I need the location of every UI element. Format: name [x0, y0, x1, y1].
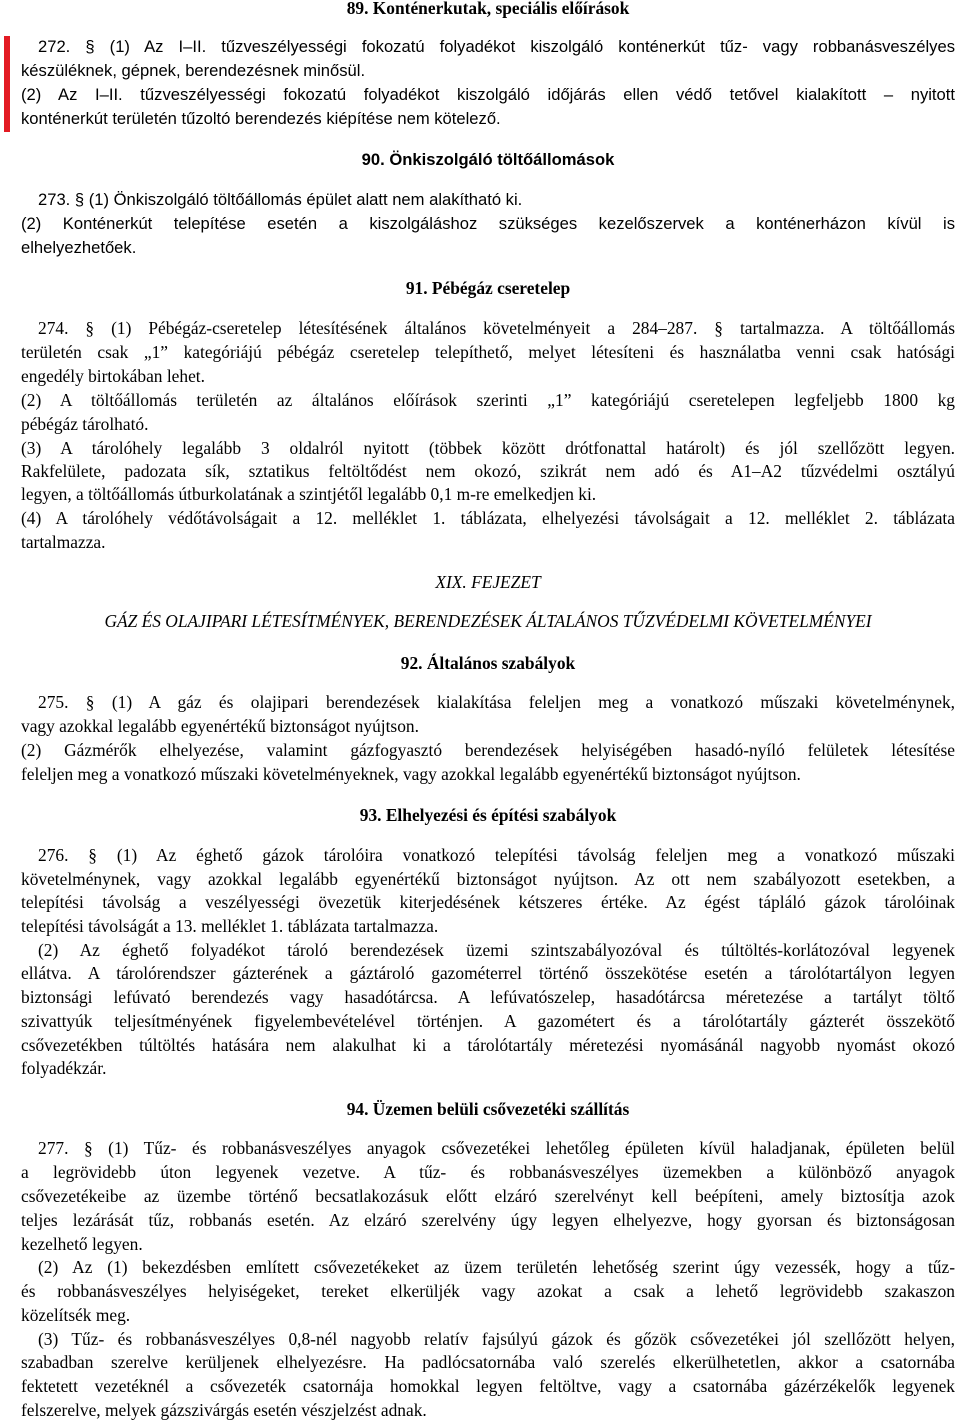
paragraph-277-line-9: (3) Tűz- és robbanásveszélyes 0,8-nél nagyobb relatív fajsúlyú gázok és gőzök csővezetékei jól szellőzött helyen, [38, 1329, 955, 1349]
paragraph-274-line-2: területén csak „1” kategóriájú pébégáz cseretelep telepíthető, melyet létesíteni és használatba venni csak hatósági [21, 342, 955, 362]
paragraph-277-line-4: teljes lezárását tűz, robbanás esetén. Az elzáró szerelvény úgy legyen elhelyezve, hogy gyorsan és biztonságosan [21, 1210, 955, 1230]
paragraph-272-2-line-2: konténerkút területén tűzoltó berendezés kiépítése nem kötelező. [21, 109, 501, 128]
paragraph-276-line-9: csővezetékben túltöltés hatására nem alakulhat ki a tárolótartály méretezési nyomásánál nagyobb nyomást okozó [21, 1035, 955, 1055]
paragraph-274-line-7: Rakfelülete, padozata sík, sztatikus feltöltődést nem okozó, szikrát nem adó és A1–A2 tűzvédelmi osztályú [21, 461, 955, 481]
paragraph-277-line-5: kezelhető legyen. [21, 1234, 143, 1254]
paragraph-272-1-line-1: 272. § (1) Az I–II. tűzveszélyességi fokozatú folyadékot kiszolgáló konténerkút tűz- vagy robbanásveszélyes [38, 37, 955, 56]
paragraph-274-line-6: (3) A tárolóhely legalább 3 oldalról nyitott (többek között drótfonattal határolt) és jól szellőzött legyen. [21, 438, 955, 458]
paragraph-277-line-8: közelítsék meg. [21, 1305, 131, 1325]
chapter-title: GÁZ ÉS OLAJIPARI LÉTESÍTMÉNYEK, BERENDEZÉSEK ÁLTALÁNOS TŰZVÉDELMI KÖVETELMÉNYEI [104, 611, 872, 631]
paragraph-275-line-4: feleljen meg a vonatkozó műszaki követelményeknek, vagy azokkal legalább egyenértékű biztonságot nyújtson. [21, 764, 801, 784]
paragraph-274-line-9: (4) A tárolóhely védőtávolságait a 12. melléklet 1. táblázata, elhelyezési távolságait a 12. melléklet 2. táblázata [21, 508, 955, 528]
paragraph-277-line-7: és robbanásveszélyes helyiségeket, tereket elkerüljék vagy azokat a csak a lehető legrövidebb szakaszon [21, 1281, 955, 1301]
paragraph-277-line-10: szabadban szerelve kerüljenek elhelyezésre. Ha padlócsatornába való szerelés elkerülhetetlen, akkor a csatornába [21, 1352, 955, 1372]
paragraph-272-1-line-2: készüléknek, gépnek, berendezésnek minősül. [21, 61, 366, 80]
paragraph-273-2-line-1: (2) Konténerkút telepítése esetén a kiszolgáláshoz szükséges kezelőszervek a konténerházon kívül is [21, 214, 955, 233]
paragraph-276-line-1: 276. § (1) Az éghető gázok tárolóira vonatkozó telepítési távolság feleljen meg a vonatkozó műszaki [38, 845, 955, 865]
paragraph-274-line-4: (2) A töltőállomás területén az általános előírások szerinti „1” kategóriájú cseretelepen legfeljebb 1800 kg [21, 390, 955, 410]
paragraph-276-line-4: telepítési távolságát a 13. melléklet 1. táblázata tartalmazza. [21, 916, 439, 936]
paragraph-277-line-11: fektetett vezetéknél a csővezeték csatornája homokkal legyen feltöltve, vagy a csatornába gázérzékelők legyenek [21, 1376, 955, 1396]
section-91-heading: 91. Pébégáz cseretelep [405, 278, 571, 298]
paragraph-276-line-8: szivattyúk teljesítményének figyelembevételével történjen. A gazométert és a tárolótartály gázterét összekötő [21, 1011, 955, 1031]
paragraph-276-line-10: folyadékzár. [21, 1058, 107, 1078]
paragraph-275-line-2: vagy azokkal legalább egyenértékű biztonságot nyújtson. [21, 716, 419, 736]
paragraph-277-line-6: (2) Az (1) bekezdésben említett csővezetékeket az üzem területén lehetőség szerint úgy vezessék, hogy a tűz- [38, 1257, 955, 1277]
section-93-heading: 93. Elhelyezési és építési szabályok [359, 805, 617, 825]
paragraph-274-line-3: engedély birtokában lehet. [21, 366, 205, 386]
section-94-heading: 94. Üzemen belüli csővezetéki szállítás [346, 1099, 630, 1119]
paragraph-274-line-8: legyen, a töltőállomás útburkolatának a szintjétől legalább 0,1 m-re emelkedjen ki. [21, 484, 597, 504]
change-marker-bar [4, 36, 10, 132]
paragraph-275-line-1: 275. § (1) A gáz és olajipari berendezések kialakítása feleljen meg a vonatkozó műszaki követelménynek, [38, 692, 955, 712]
section-89-heading: 89. Konténerkutak, speciális előírások [346, 0, 630, 18]
section-90-heading: 90. Önkiszolgáló töltőállomások [361, 150, 615, 169]
chapter-number: XIX. FEJEZET [435, 572, 541, 592]
paragraph-276-line-3: telepítési távolság a veszélyességi övezetük kiterjedésének kétszeres értéke. Az égést tápláló gázok tárolóinak [21, 892, 955, 912]
section-92-heading: 92. Általános szabályok [400, 653, 576, 673]
paragraph-272-2-line-1: (2) Az I–II. tűzveszélyességi fokozatú folyadékot kiszolgáló időjárás ellen védő tetővel kialakított – nyitott [21, 85, 955, 104]
paragraph-274-line-10: tartalmazza. [21, 532, 106, 552]
paragraph-275-line-3: (2) Gázmérők elhelyezése, valamint gázfogyasztó berendezések helyiségében hasadó-nyíló felületek létesítése [21, 740, 955, 760]
paragraph-274-line-1: 274. § (1) Pébégáz-cseretelep létesítésének általános követelményeit a 284–287. § tartalmazza. A töltőállomás [38, 318, 955, 338]
paragraph-274-line-5: pébégáz tárolható. [21, 414, 149, 434]
paragraph-276-line-6: ellátva. A tárolórendszer gázterének a gáztároló gazométerrel történő összekötése esetén a tárolótartályon legyen [21, 963, 955, 983]
paragraph-276-line-2: követelménynek, vagy azokkal legalább egyenértékű biztonságot nyújtson. Az ott nem szabályozott esetekben, a [21, 869, 955, 889]
paragraph-273-1: 273. § (1) Önkiszolgáló töltőállomás épület alatt nem alakítható ki. [38, 190, 523, 209]
paragraph-273-2-line-2: elhelyezhetőek. [21, 238, 137, 257]
paragraph-277-line-12: felszerelve, melyek gázszivárgás esetén vészjelzést adnak. [21, 1400, 427, 1420]
paragraph-277-line-3: csővezetékeibe az üzembe történő becsatlakozásuk előtt elzáró szerelvényt kell beépíteni, amely biztosítja azok [21, 1186, 955, 1206]
paragraph-277-line-1: 277. § (1) Tűz- és robbanásveszélyes anyagok csővezetékei lehetőleg épületen kívül haladjanak, épületen belül [38, 1138, 955, 1158]
paragraph-277-line-2: a legrövidebb úton legyenek vezetve. A tűz- és robbanásveszélyes üzemekben a különböző anyagok [21, 1162, 955, 1182]
paragraph-276-line-7: biztonsági lefúvató berendezés vagy hasadótárcsa. A lefúvatószelep, hasadótárcsa méretezése a tartályt töltő [21, 987, 955, 1007]
paragraph-276-line-5: (2) Az éghető folyadékot tároló berendezések üzemi szintszabályozóval és túltöltés-korlátozóval legyenek [38, 940, 955, 960]
